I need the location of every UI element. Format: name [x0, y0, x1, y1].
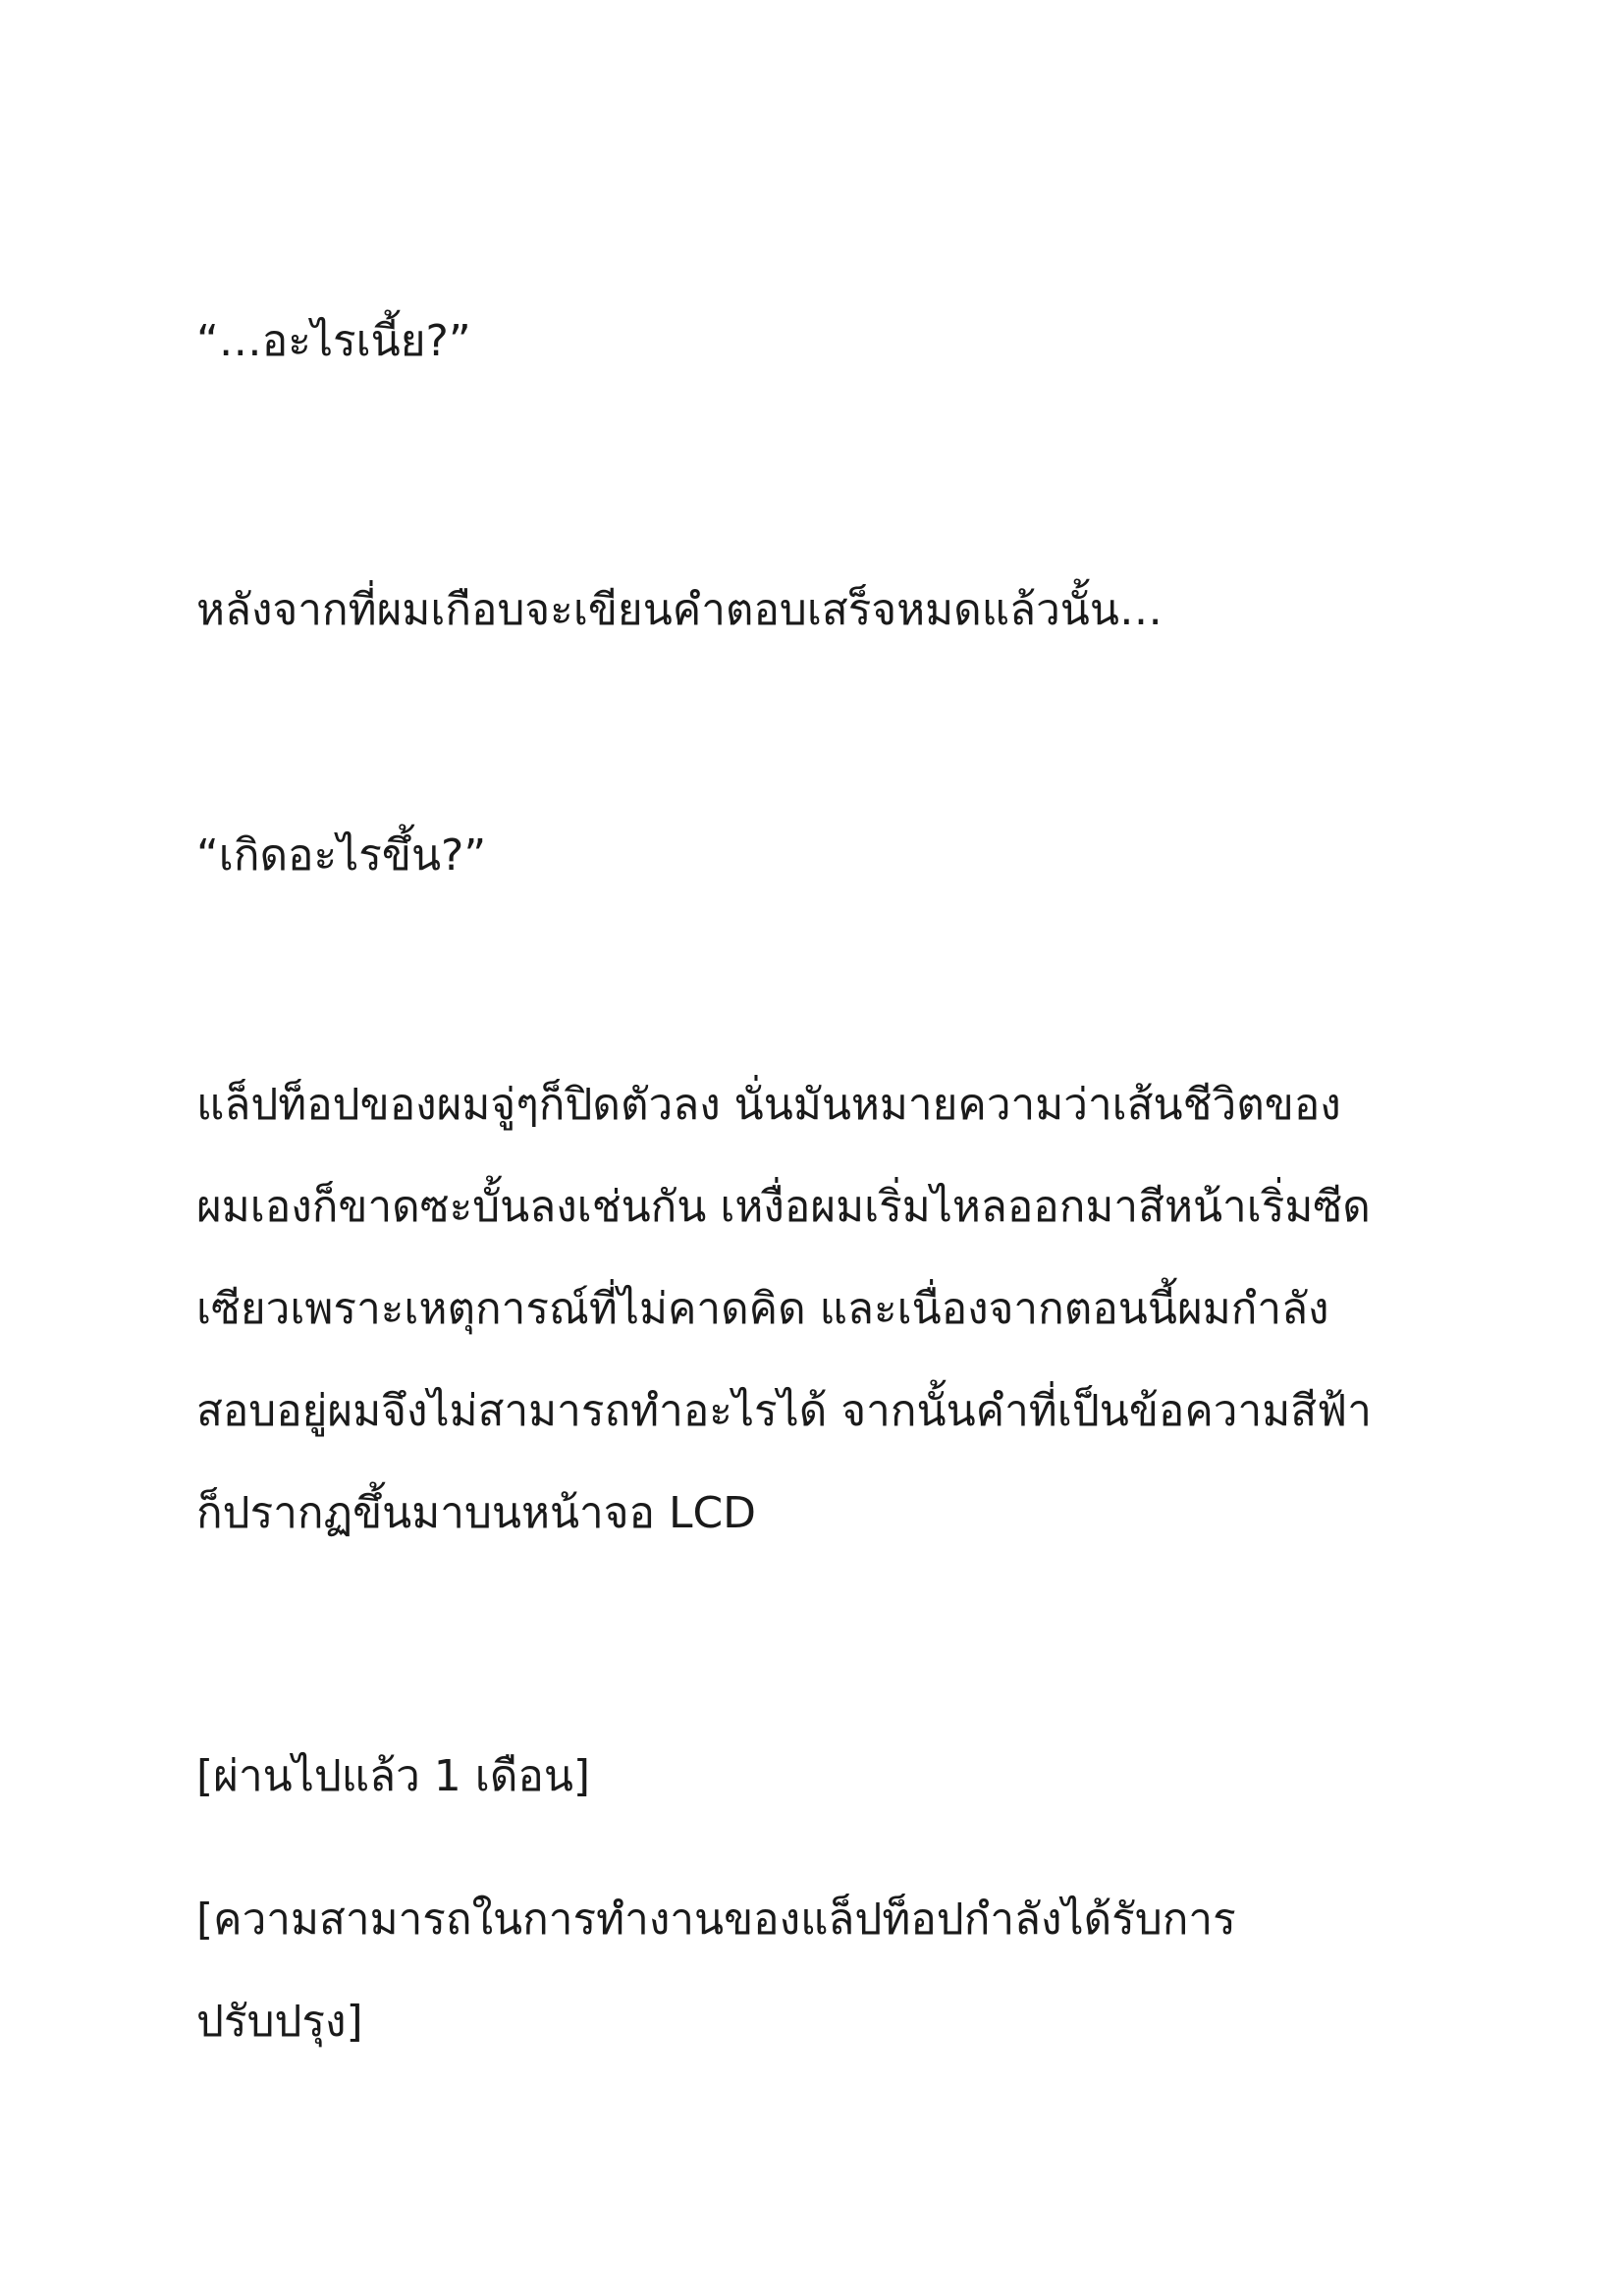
paragraph-dialogue-what [196, 291, 1434, 393]
text-line: สอบอยู่ผมจึงไม่สามารถทำอะไรได้ จากนั้นคำที่เป็นข้อความสีฟ้า [196, 1386, 1372, 1436]
paragraph-dialogue-what-happened [196, 805, 1434, 907]
paragraph-system-message-upgrade [196, 1869, 1434, 2073]
paragraph-narration-answer [196, 560, 1434, 662]
paragraph-system-message-time [196, 1726, 1434, 1828]
text-line: ผมเองก็ขาดซะบั้นลงเช่นกัน เหงื่อผมเริ่มไหลออกมาสีหน้าเริ่มซีด [196, 1182, 1371, 1232]
text-line: [ผ่านไปแล้ว 1 เดือน] [196, 1751, 591, 1801]
text-line: ปรับปรุง] [196, 1997, 363, 2047]
paragraph-narration-laptop [196, 1054, 1434, 1565]
text-line: เซียวเพราะเหตุการณ์ที่ไม่คาดคิด และเนื่องจากตอนนี้ผมกำลัง [196, 1284, 1329, 1334]
text-line: ก็ปรากฏขึ้นมาบนหน้าจอ LCD [196, 1488, 757, 1538]
text-line: แล็ปท็อปของผมจู่ๆก็ปิดตัวลง นั่นมันหมายความว่าเส้นชีวิตของ [196, 1080, 1341, 1130]
text-line: หลังจากที่ผมเกือบจะเขียนคำตอบเสร็จหมดแล้วนั้น… [196, 585, 1163, 635]
text-line: “…อะไรเนี้ย?” [196, 316, 471, 366]
text-line: [ความสามารถในการทำงานของแล็ปท็อปกำลังได้รับการ [196, 1895, 1236, 1945]
text-line: “เกิดอะไรขึ้น?” [196, 830, 487, 881]
